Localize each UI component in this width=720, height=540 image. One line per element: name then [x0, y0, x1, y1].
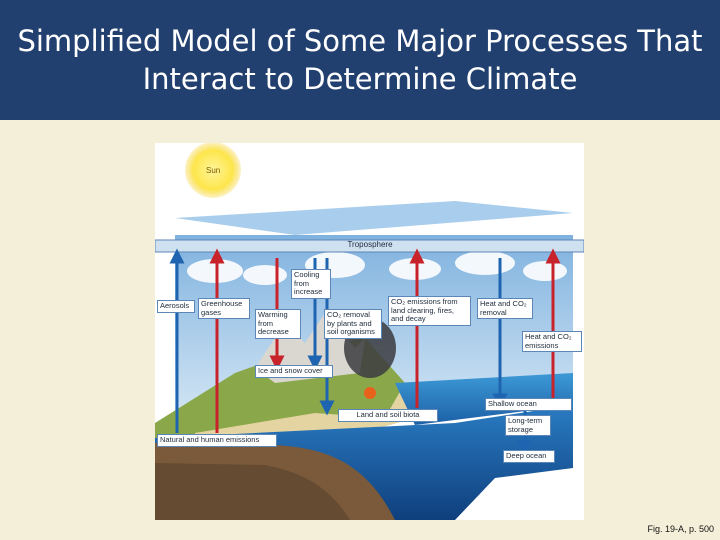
climate-diagram: [155, 143, 584, 520]
sky-top-face: [175, 201, 573, 235]
fire-icon: [364, 387, 376, 399]
figure-caption: Fig. 19-A, p. 500: [647, 524, 714, 534]
cooling-label: Cooling from increase: [291, 269, 331, 299]
land-soil-biota-label: Land and soil biota: [338, 409, 438, 422]
title-line-2: Interact to Determine Climate: [142, 62, 578, 96]
troposphere-label: Troposphere: [347, 240, 393, 249]
emissions-label: Natural and human emissions: [157, 434, 277, 447]
title-line-1: Simplified Model of Some Major Processes That: [17, 24, 703, 58]
shallow-ocean-label: Shallow ocean: [485, 398, 572, 411]
co2-emissions-label: CO₂ emissions from land clearing, fires, and decay: [388, 296, 471, 326]
slide-title: [0, 0, 720, 120]
ice-snow-label: Ice and snow cover: [255, 365, 333, 378]
co2-removal-label: CO₂ removal by plants and soil organisms: [324, 309, 382, 339]
heat-co2-emissions-label: Heat and CO₂ emissions: [522, 331, 582, 352]
greenhouse-gases-label: Greenhouse gases: [198, 298, 250, 319]
deep-ocean-label: Deep ocean: [503, 450, 555, 463]
heat-co2-removal-label: Heat and CO₂ removal: [477, 298, 533, 319]
aerosols-label: Aerosols: [157, 300, 195, 313]
sun-label: Sun: [206, 166, 221, 175]
long-term-storage-label: Long-term storage: [505, 415, 551, 436]
warming-label: Warming from decrease: [255, 309, 301, 339]
